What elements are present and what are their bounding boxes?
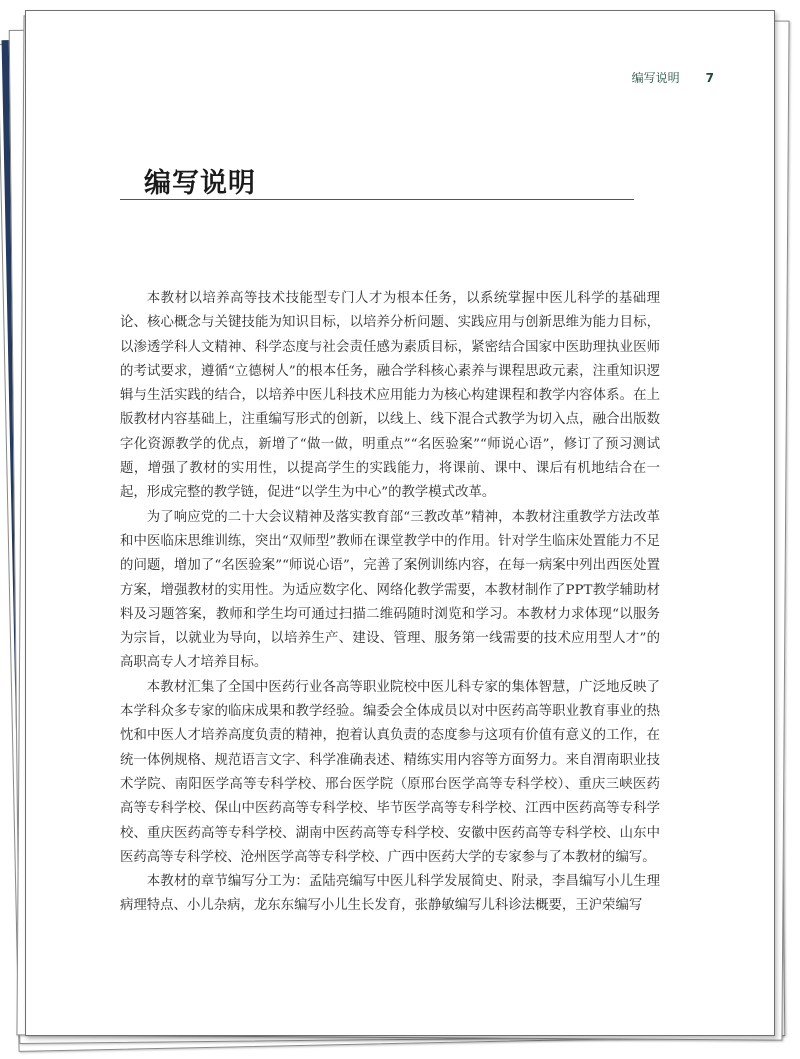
paragraph: 本教材汇集了全国中医药行业各高等职业院校中医儿科专家的集体智慧，广泛地反映了本学科众多专家的临床成果和教学经验。编委会全体成员以对中医药高等职业教育事业的热忱和中医人才培养高度负责的精神，抱着认真负责的态度参与这项有价值有意义的工作，在统一体例规格、规范语言文字、科学准确表述、精练实用内容等方面努力。来自渭南职业技术学院、南阳医学高等专科学校、邢台医学院（原邢台医学高等专科学校）、重庆三峡医药高等专科学校、保山中医药高等专科学校、毕节医学高等专科学校、江西中医药高等专科学校、重庆医药高等专科学校、湖南中医药高等专科学校、安徽中医药高等专科学校、山东中医药高等专科学校、沧州医学高等专科学校、广西中医药大学的专家参与了本教材的编写。: [120, 679, 660, 865]
paragraph: 为了响应党的二十大会议精神及落实教育部“三教改革”精神，本教材注重教学方法改革和中医临床思维训练，突出“双师型”教师在课堂教学中的作用。针对学生临床处置能力不足的问题，增加了“名医验案”“师说心语”，完善了案例训练内容，在每一病案中列出西医处置方案，增强教材的实用性。为适应数字化、网络化教学需要，本教材制作了PPT教学辅助材料及习题答案，教师和学生均可通过扫描二维码随时浏览和学习。本教材力求体现“以服务为宗旨，以就业为导向，以培养生产、建设、管理、服务第一线需要的技术应用型人才”的高职高专人才培养目标。: [120, 509, 660, 671]
document-page: [25, 10, 775, 1036]
page-title: 编写说明: [144, 168, 256, 199]
title-divider: [120, 199, 634, 200]
running-header-section: 编写说明: [631, 71, 680, 85]
paragraph: 本教材以培养高等技术技能型专门人才为根本任务，以系统掌握中医儿科学的基础理论、核心概念与关键技能为知识目标，以培养分析问题、实践应用与创新思维为能力目标，以渗透学科人文精神、科学态度与社会责任感为素质目标，紧密结合国家中医助理执业医师的考试要求，遵循“立德树人”的根本任务，融合学科核心素养与课程思政元素，注重知识逻辑与生活实践的结合，以培养中医儿科技术应用能力为核心构建课程和教学内容体系。在上版教材内容基础上，注重编写形式的创新，以线上、线下混合式教学为切入点，融合出版数字化资源教学的优点，新增了“做一做，明重点”“名医验案”“师说心语”，修订了预习测试题，增强了教材的实用性，以提高学生的实践能力，将课前、课中、课后有机地结合在一起，形成完整的教学链，促进“以学生为中心”的教学模式改革。: [120, 291, 660, 501]
page-number: 7: [705, 71, 714, 85]
running-header: [632, 69, 714, 86]
paragraph: 本教材的章节编写分工为：孟陆亮编写中医儿科学发展简史、附录，李昌编写小儿生理病理特点、小儿杂病，龙东东编写小儿生长发育，张静敏编写儿科诊法概要，王沪荣编写: [120, 874, 660, 914]
body-text: [120, 287, 660, 919]
